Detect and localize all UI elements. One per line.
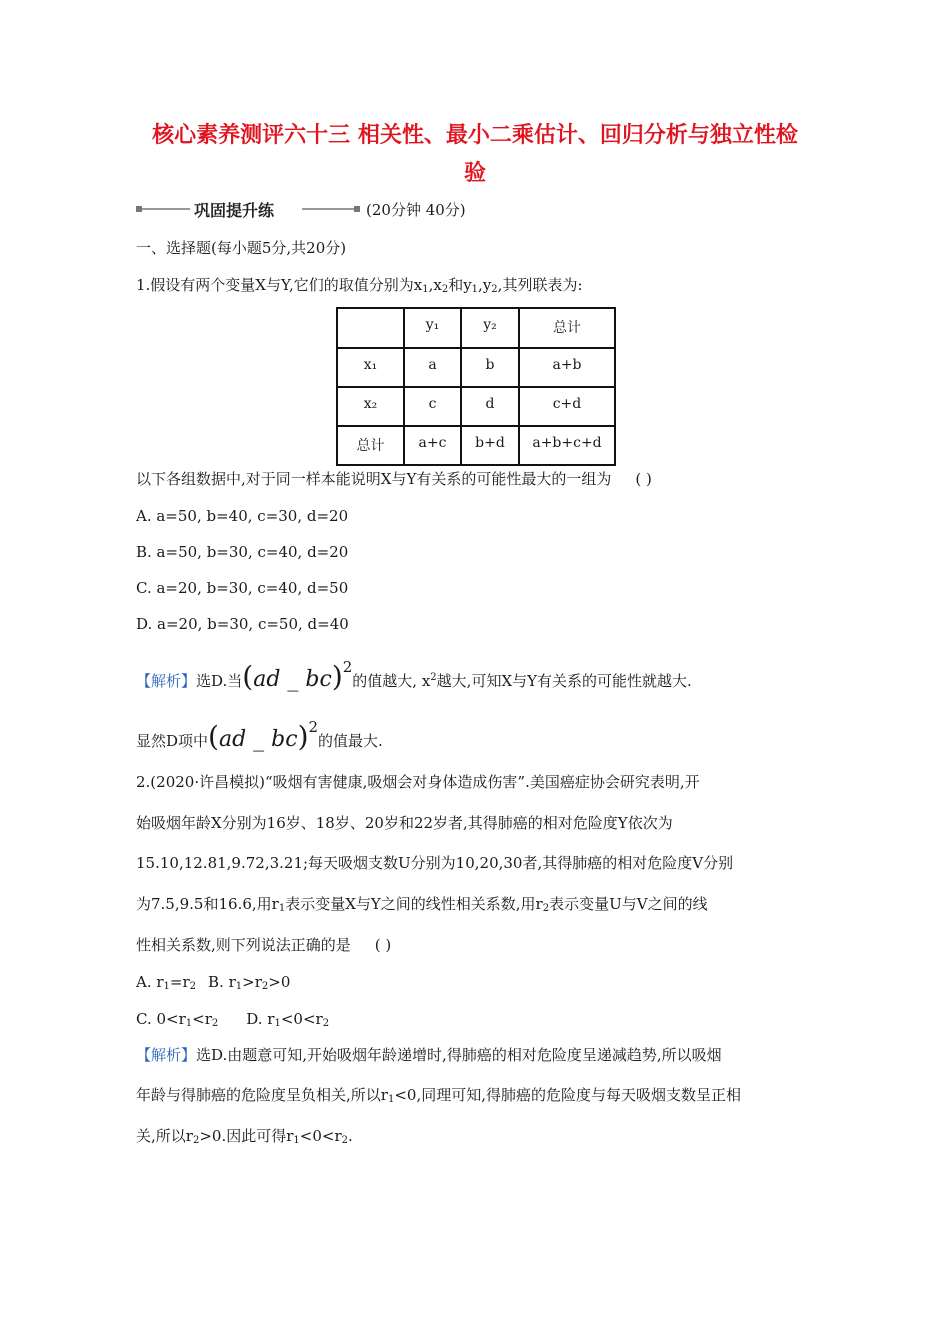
q1-stem: 1.假设有两个变量X与Y,它们的取值分别为$x_1,x_2$和$y_1,y_2$,其列联表为: xyxy=(136,276,583,295)
formula-ad-bc: (ad _ bc)$^2$ xyxy=(208,718,319,753)
q1-option-a: A. a=50, b=40, c=30, d=20 xyxy=(136,507,349,525)
section-time: (20分钟 40分) xyxy=(366,201,466,219)
table-cell: c xyxy=(404,387,461,426)
q1-answer-line1: 【解析】选D.当(ad _ bc)$^2$的值越大, $x^2$越大,可知X与Y有关系的可能性就越大. xyxy=(136,658,692,693)
jiexi-label: 【解析】 xyxy=(136,1046,197,1064)
table-cell: a+b+c+d xyxy=(519,426,615,465)
contingency-table xyxy=(336,307,616,466)
q2-line5: 性相关系数,则下列说法正确的是 ( ) xyxy=(136,936,392,954)
table-cell: 总计 xyxy=(519,308,615,348)
table-row xyxy=(337,308,615,348)
page-title-line1: 核心素养测评六十三 相关性、最小二乘估计、回归分析与独立性检 xyxy=(152,123,798,148)
q2-answer-line1: 【解析】选D.由题意可知,开始吸烟年龄递增时,得肺癌的相对危险度呈递减趋势,所以吸烟 xyxy=(136,1046,722,1064)
q1-question: 以下各组数据中,对于同一样本能说明X与Y有关系的可能性最大的一组为 ( ) xyxy=(136,470,652,488)
q2-options-ab: A. $r_1=r_2$ B. $r_1>r_2>0$ xyxy=(136,973,291,992)
table-row xyxy=(337,387,615,426)
section-label: 巩固提升练 xyxy=(194,201,275,220)
q1-option-c: C. a=20, b=30, c=40, d=50 xyxy=(136,579,349,597)
bar-right-dot-icon xyxy=(354,206,360,212)
table-cell: b+d xyxy=(461,426,519,465)
q2-line4: 为7.5,9.5和16.6,用$r_1$表示变量X与Y之间的线性相关系数,用$r_2$表示变量U与V之间的线 xyxy=(136,895,708,914)
q1-answer-line2: 显然D项中(ad _ bc)$^2$的值最大. xyxy=(136,718,383,753)
bar-left-line xyxy=(142,208,190,210)
q2-answer-line2: 年龄与得肺癌的危险度呈负相关,所以$r_1<0$,同理可知,得肺癌的危险度与每天吸烟支数呈正相 xyxy=(136,1086,741,1105)
part1-heading: 一、选择题(每小题5分,共20分) xyxy=(136,239,347,257)
table-cell: y₂ xyxy=(461,308,519,348)
q1-option-d: D. a=20, b=30, c=50, d=40 xyxy=(136,615,349,633)
table-cell: a xyxy=(404,348,461,387)
bar-right-line xyxy=(302,208,356,210)
q2-line2: 始吸烟年龄X分别为16岁、18岁、20岁和22岁者,其得肺癌的相对危险度Y依次为 xyxy=(136,814,673,832)
q2-line3: 15.10,12.81,9.72,3.21;每天吸烟支数U分别为10,20,30者,其得肺癌的相对危险度V分别 xyxy=(136,854,734,872)
table-cell xyxy=(337,308,404,348)
jiexi-label: 【解析】 xyxy=(136,672,197,690)
table-row xyxy=(337,348,615,387)
table-cell: y₁ xyxy=(404,308,461,348)
q2-line1: 2.(2020·许昌模拟)“吸烟有害健康,吸烟会对身体造成伤害”.美国癌症协会研究表明,开 xyxy=(136,773,700,791)
q2-options-cd: C. $0<r_1<r_2$ D. $r_1<0<r_2$ xyxy=(136,1010,330,1029)
table-cell: a+c xyxy=(404,426,461,465)
formula-ad-bc: (ad _ bc)$^2$ xyxy=(242,658,353,693)
page-title-line2: 验 xyxy=(463,161,486,186)
table-cell: c+d xyxy=(519,387,615,426)
table-cell: 总计 xyxy=(337,426,404,465)
table-cell: x₁ xyxy=(337,348,404,387)
q2-answer-line3: 关,所以$r_2>0$.因此可得$r_1<0<r_2$. xyxy=(136,1127,353,1146)
table-cell: a+b xyxy=(519,348,615,387)
table-cell: x₂ xyxy=(337,387,404,426)
q1-option-b: B. a=50, b=30, c=40, d=20 xyxy=(136,543,349,561)
section-header xyxy=(136,199,556,219)
table-row xyxy=(337,426,615,465)
table-cell: b xyxy=(461,348,519,387)
table-cell: d xyxy=(461,387,519,426)
